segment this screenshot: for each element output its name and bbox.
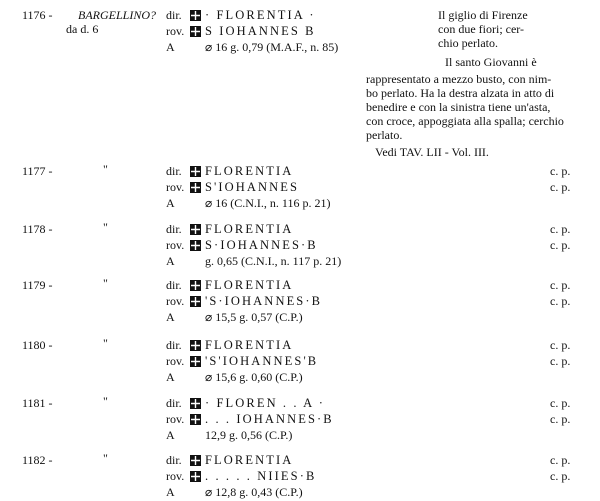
cross-icon [190,398,201,409]
entry-number: 1176 - [22,8,53,22]
reverse-label: rov. [166,354,185,368]
cross-icon [190,26,201,37]
entry-number: 1181 - [22,396,53,410]
reverse-label: rov. [166,24,185,38]
obverse-legend: FLORENTIA [205,164,294,178]
cross-icon [190,10,201,21]
obverse-label: dir. [166,338,182,352]
reverse-legend: 'S·IOHANNES·B [205,294,323,308]
entry-number: 1177 - [22,164,53,178]
metal-label: A [166,428,175,442]
ditto-mark: " [103,220,108,234]
obverse-legend: FLORENTIA [205,278,294,292]
cp-note: c. p. [550,238,571,252]
reverse-label: rov. [166,180,185,194]
cp-note: c. p. [550,180,571,194]
cp-note: c. p. [550,164,571,178]
reverse-legend: 'S'IOHANNES'B [205,354,319,368]
entry-title: BARGELLINO? [78,8,156,22]
cross-icon [190,455,201,466]
entry-subtitle: da d. 6 [66,22,99,36]
reference-line: Vedi TAV. LII - Vol. III. [375,145,489,159]
coin-details: g. 0,65 (C.N.I., n. 117 p. 21) [205,254,342,268]
description-line: rappresentato a mezzo busto, con nim- [366,72,552,86]
cp-note: c. p. [550,453,571,467]
entry-number: 1180 - [22,338,53,352]
reverse-legend: . . . IOHANNES·B [205,412,334,426]
cross-icon [190,280,201,291]
obverse-label: dir. [166,8,182,22]
cross-icon [190,182,201,193]
cp-note: c. p. [550,412,571,426]
obverse-label: dir. [166,278,182,292]
cp-note: c. p. [550,469,571,483]
description-line: perlato. [366,128,403,142]
reverse-label: rov. [166,238,185,252]
description-line: con croce, appoggiata alla spalla; cerchio [366,114,564,128]
cross-icon [190,240,201,251]
cross-icon [190,166,201,177]
obverse-legend: FLORENTIA [205,222,294,236]
ditto-mark: " [103,162,108,176]
cross-icon [190,340,201,351]
ditto-mark: " [103,276,108,290]
obverse-legend: · FLORENTIA · [205,8,316,22]
cp-note: c. p. [550,278,571,292]
description-line: benedire e con la sinistra tiene un'asta, [366,100,551,114]
description-line: chio perlato. [438,36,498,50]
coin-details: ⌀ 12,8 g. 0,43 (C.P.) [205,485,303,499]
obverse-legend: FLORENTIA [205,453,294,467]
coin-details: ⌀ 16 g. 0,79 (M.A.F., n. 85) [205,40,339,54]
reverse-label: rov. [166,469,185,483]
cross-icon [190,224,201,235]
description-line: con due fiori; cer- [438,22,525,36]
obverse-label: dir. [166,396,182,410]
ditto-mark: " [103,451,108,465]
entry-number: 1178 - [22,222,53,236]
entry-number: 1179 - [22,278,53,292]
metal-label: A [166,254,175,268]
reverse-legend: S·IOHANNES·B [205,238,318,252]
cross-icon [190,471,201,482]
cp-note: c. p. [550,396,571,410]
coin-details: ⌀ 15,5 g. 0,57 (C.P.) [205,310,303,324]
obverse-label: dir. [166,164,182,178]
description-line: Il santo Giovanni è [445,55,537,69]
description-line: bo perlato. Ha la destra alzata in atto di [366,86,555,100]
reverse-label: rov. [166,294,185,308]
obverse-label: dir. [166,453,182,467]
entry-number: 1182 - [22,453,53,467]
cp-note: c. p. [550,354,571,368]
reverse-legend: S'IOHANNES [205,180,300,194]
obverse-legend: FLORENTIA [205,338,294,352]
obverse-label: dir. [166,222,182,236]
reverse-legend: . . . . . NIIES·B [205,469,317,483]
metal-label: A [166,40,175,54]
cross-icon [190,296,201,307]
coin-details: ⌀ 16 (C.N.I., n. 116 p. 21) [205,196,331,210]
metal-label: A [166,485,175,499]
reverse-label: rov. [166,412,185,426]
coin-details: ⌀ 15,6 g. 0,60 (C.P.) [205,370,303,384]
cp-note: c. p. [550,338,571,352]
description-line: Il giglio di Firenze [438,8,528,22]
cp-note: c. p. [550,294,571,308]
cross-icon [190,356,201,367]
cross-icon [190,414,201,425]
metal-label: A [166,370,175,384]
obverse-legend: · FLOREN . . A · [205,396,326,410]
reverse-legend: S IOHANNES B [205,24,316,38]
ditto-mark: " [103,336,108,350]
ditto-mark: " [103,394,108,408]
coin-details: 12,9 g. 0,56 (C.P.) [205,428,293,442]
cp-note: c. p. [550,222,571,236]
metal-label: A [166,310,175,324]
metal-label: A [166,196,175,210]
